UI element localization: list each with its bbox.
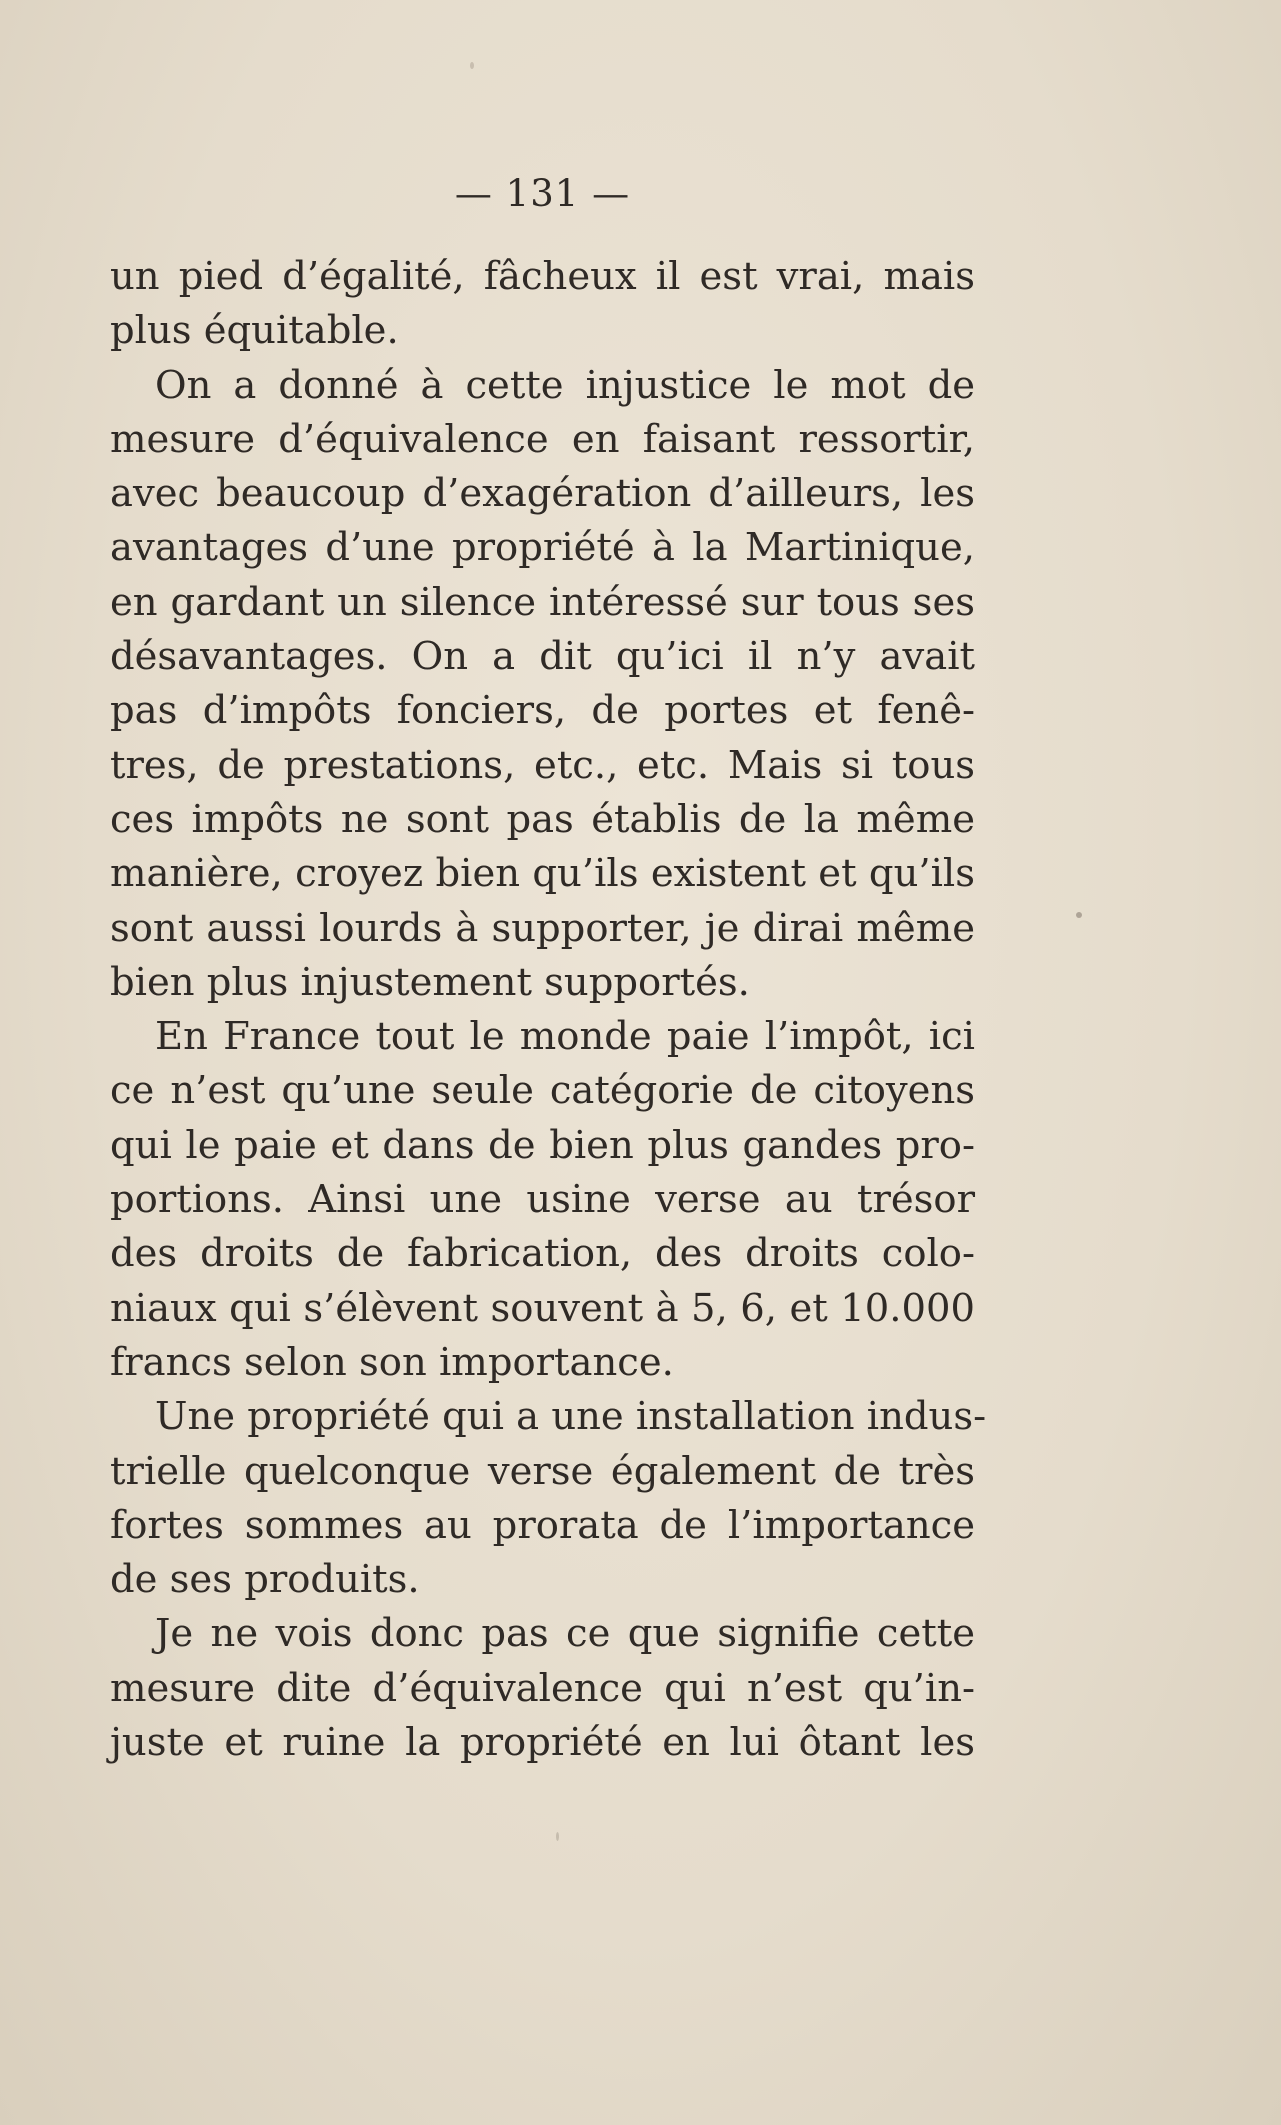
text-line: qui le paie et dans de bien plus gandes pro- [110,1122,975,1168]
text-line: En France tout le monde paie l’impôt, ici [155,1014,975,1060]
text-line: fortes sommes au prorata de l’importance [110,1502,975,1548]
book-page [110,172,987,1770]
text-line: Je ne vois donc pas ce que signifie cette [155,1611,975,1657]
text-line: juste et ruine la propriété en lui ôtant les [110,1720,975,1766]
text-line: trielle quelconque verse également de très [110,1448,975,1494]
paper-speck [1076,912,1082,918]
text-line: sont aussi lourds à supporter, je dirai même [110,905,975,951]
text-line: ce n’est qu’une seule catégorie de citoyens [110,1068,975,1114]
paragraph [110,1607,975,1770]
text-line: en gardant un silence intéressé sur tous ses [110,579,975,625]
text-line: ces impôts ne sont pas établis de la même [110,796,975,842]
paper-speck [556,1832,559,1841]
text-line: portions. Ainsi une usine verse au trésor [110,1177,975,1223]
text-line: manière, croyez bien qu’ils existent et qu’ils [110,851,975,897]
paragraph [110,1010,975,1390]
text-body [110,250,987,1770]
text-line: mesure dite d’équivalence qui n’est qu’in- [110,1665,975,1711]
paragraph [110,1390,987,1607]
text-line: de ses produits. [110,1557,420,1603]
text-line: Une propriété qui a une installation indus- [155,1394,987,1440]
paper-speck [470,62,474,69]
text-line: plus équitable. [110,308,399,354]
text-line: On a donné à cette injustice le mot de [155,362,975,408]
page-number: — 131 — [454,172,631,215]
text-line: avantages d’une propriété à la Martinique, [110,525,975,571]
paragraph [110,359,975,1011]
text-line: niaux qui s’élèvent souvent à 5, 6, et 10.000 [110,1285,975,1331]
paragraph [110,250,975,359]
text-line: mesure d’équivalence en faisant ressortir, [110,416,975,462]
text-line: bien plus injustement supportés. [110,959,750,1005]
text-line: un pied d’égalité, fâcheux il est vrai, mais [110,254,975,299]
text-line: des droits de fabrication, des droits colo- [110,1231,975,1277]
text-line: avec beaucoup d’exagération d’ailleurs, les [110,471,975,517]
text-line: désavantages. On a dit qu’ici il n’y avait [110,634,975,680]
text-line: francs selon son importance. [110,1339,674,1385]
text-line: pas d’impôts fonciers, de portes et fenê- [110,688,975,734]
text-line: tres, de prestations, etc., etc. Mais si tous [110,742,975,788]
